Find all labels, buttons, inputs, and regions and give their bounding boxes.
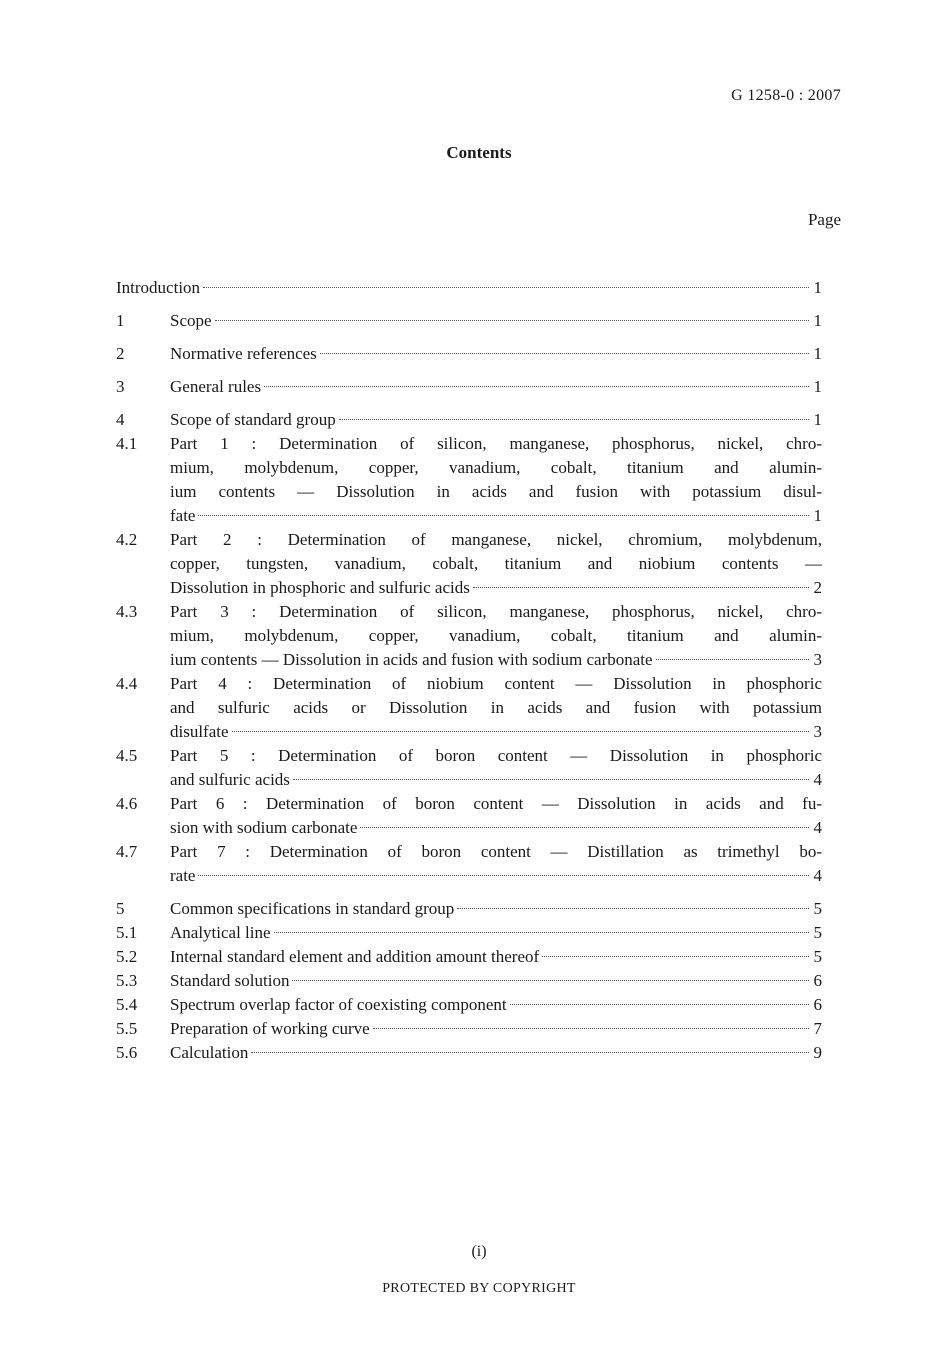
toc-entry[interactable]	[116, 969, 822, 993]
toc-entry-title: Part 7 : Determination of boron content — Distillation as trimethyl bo-	[170, 842, 822, 861]
toc-entry-number: 4.1	[116, 434, 138, 453]
toc-entry[interactable]	[116, 792, 822, 840]
toc-entry-title: Standard solution	[170, 971, 290, 990]
toc-entry-title: Part 6 : Determination of boron content — Dissolution in acids and fu-	[170, 794, 822, 813]
dot-leader	[510, 1003, 809, 1005]
toc-entry-page: 5	[813, 923, 822, 942]
toc-entry-title: Dissolution in phosphoric and sulfuric acids	[170, 578, 470, 597]
toc-entry-title: mium, molybdenum, copper, vanadium, cobalt, titanium and alumin-	[170, 458, 822, 477]
toc-entry-title: Preparation of working curve	[170, 1019, 370, 1038]
document-code: G 1258-0 : 2007	[731, 87, 841, 104]
toc-entry[interactable]	[116, 408, 822, 432]
toc-entry-page: 2	[813, 578, 822, 597]
toc-entry-page: 1	[813, 344, 822, 363]
toc-entry-page: 1	[813, 410, 822, 429]
toc-entry-title: mium, molybdenum, copper, vanadium, cobalt, titanium and alumin-	[170, 626, 822, 645]
toc-entry-title: rate	[170, 866, 196, 885]
toc-entry-page: 6	[813, 995, 822, 1014]
toc-entry-title: ium contents — Dissolution in acids and fusion with sodium carbonate	[170, 650, 653, 669]
footer-page-number: (i)	[471, 1243, 487, 1260]
toc-entry-title: and sulfuric acids	[170, 770, 290, 789]
toc-entry[interactable]	[116, 432, 822, 528]
toc-entry-title: and sulfuric acids or Dissolution in acids and fusion with potassium	[170, 698, 822, 717]
toc-entry-title: Scope of standard group	[170, 410, 336, 429]
dot-leader	[215, 319, 809, 321]
toc-entry[interactable]	[116, 672, 822, 744]
toc-entry[interactable]	[116, 342, 822, 366]
toc-entry-title: Spectrum overlap factor of coexisting component	[170, 995, 507, 1014]
dot-leader	[264, 385, 809, 387]
toc-entry-page: 1	[813, 278, 822, 297]
toc-entry-page: 4	[813, 818, 822, 837]
toc-entry[interactable]	[116, 993, 822, 1017]
toc-entry[interactable]	[116, 921, 822, 945]
toc-entry-title: Analytical line	[170, 923, 271, 942]
dot-leader	[320, 352, 809, 354]
toc-entry-title: ium contents — Dissolution in acids and fusion with potassium disul-	[170, 482, 822, 501]
toc-entry-page: 4	[813, 866, 822, 885]
toc-entry-number: 5.2	[116, 947, 138, 966]
toc-entry[interactable]	[116, 375, 822, 399]
dot-leader	[292, 979, 809, 981]
toc-entry-number: 5.4	[116, 995, 138, 1014]
dot-leader	[274, 931, 809, 933]
toc-entry-title: Common specifications in standard group	[170, 899, 455, 918]
dot-leader	[203, 286, 809, 288]
toc-entry-number: 4.5	[116, 746, 138, 765]
toc-entry[interactable]	[116, 1041, 822, 1065]
toc-entry[interactable]	[116, 600, 822, 672]
toc-entry-number: 4.2	[116, 530, 138, 549]
dot-leader	[457, 907, 809, 909]
dot-leader	[542, 955, 809, 957]
toc-entry-number: 2	[116, 344, 125, 363]
dot-leader	[198, 514, 809, 516]
toc-entry-page: 5	[813, 899, 822, 918]
toc-entry-page: 9	[813, 1043, 822, 1062]
toc-entry-title: Part 4 : Determination of niobium content — Dissolution in phosphoric	[170, 674, 822, 693]
toc-entry-number: 5.1	[116, 923, 138, 942]
toc-entry[interactable]	[116, 840, 822, 888]
page-column-label: Page	[807, 210, 841, 229]
toc-entry-page: 3	[813, 650, 822, 669]
toc-entry-title: Internal standard element and addition amount thereof	[170, 947, 540, 966]
toc-entry-number: 4.3	[116, 602, 138, 621]
toc-entry-number: 5.6	[116, 1043, 138, 1062]
dot-leader	[198, 874, 809, 876]
toc-entry-page: 1	[813, 311, 822, 330]
dot-leader	[339, 418, 809, 420]
toc-entry-page: 4	[813, 770, 822, 789]
toc-entry-title: Part 2 : Determination of manganese, nickel, chromium, molybdenum,	[170, 530, 822, 549]
toc-entry-title: Scope	[170, 311, 212, 330]
toc-entry[interactable]	[116, 1017, 822, 1041]
toc-entry-number: 1	[116, 311, 125, 330]
copyright-notice: PROTECTED BY COPYRIGHT	[382, 1281, 576, 1296]
dot-leader	[360, 826, 809, 828]
toc-entry-title: Normative references	[170, 344, 317, 363]
toc-entry[interactable]	[116, 744, 822, 792]
toc-entry[interactable]	[116, 309, 822, 333]
toc-entry-number: 5	[116, 899, 125, 918]
toc-entry[interactable]	[116, 897, 822, 921]
toc-entry-number: 4.7	[116, 842, 138, 861]
dot-leader	[473, 586, 809, 588]
toc-entry-page: 3	[813, 722, 822, 741]
toc-entry-title: disulfate	[170, 722, 229, 741]
toc-entry-number: 4	[116, 410, 125, 429]
dot-leader	[373, 1027, 809, 1029]
toc-entry-title: fate	[170, 506, 196, 525]
toc-entry-title: Introduction	[116, 278, 201, 297]
toc-entry-title: copper, tungsten, vanadium, cobalt, titanium and niobium contents —	[170, 554, 822, 573]
toc-entry-number: 3	[116, 377, 125, 396]
toc-entry-title: Part 3 : Determination of silicon, manganese, phosphorus, nickel, chro-	[170, 602, 822, 621]
toc-entry[interactable]	[116, 276, 822, 300]
toc-entry-title: Part 5 : Determination of boron content — Dissolution in phosphoric	[170, 746, 822, 765]
toc-entry-page: 1	[813, 506, 822, 525]
toc-entry-page: 6	[813, 971, 822, 990]
toc-entry-number: 4.6	[116, 794, 138, 813]
toc-entry-page: 1	[813, 377, 822, 396]
toc-entry-number: 4.4	[116, 674, 138, 693]
dot-leader	[232, 730, 809, 732]
dot-leader	[656, 658, 809, 660]
toc-entry-title: Part 1 : Determination of silicon, manganese, phosphorus, nickel, chro-	[170, 434, 822, 453]
toc-entry-title: Calculation	[170, 1043, 249, 1062]
toc-entry-page: 7	[813, 1019, 822, 1038]
dot-leader	[251, 1051, 809, 1053]
toc-entry[interactable]	[116, 945, 822, 969]
page-title: Contents	[446, 143, 512, 162]
toc-entry-number: 5.3	[116, 971, 138, 990]
toc-entry-number: 5.5	[116, 1019, 138, 1038]
toc-entry-page: 5	[813, 947, 822, 966]
dot-leader	[293, 778, 809, 780]
toc-entry[interactable]	[116, 528, 822, 600]
toc-entry-title: sion with sodium carbonate	[170, 818, 358, 837]
table-of-contents	[116, 276, 822, 1065]
toc-entry-title: General rules	[170, 377, 262, 396]
